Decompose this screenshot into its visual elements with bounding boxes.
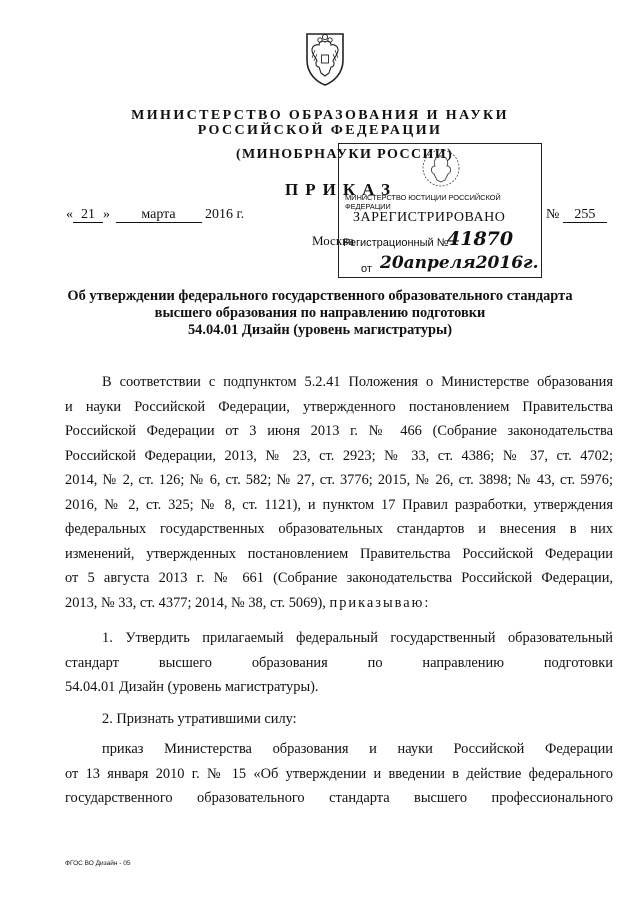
stamp-emblem-icon — [419, 146, 463, 190]
order-word: ПРИКАЗ — [285, 180, 397, 199]
preamble-line: Российской Федерации от 3 июня 2013 г. № 466 (Собрание законодательства — [65, 423, 613, 439]
order-year: 2016 г. — [205, 207, 245, 222]
order-month: марта — [116, 208, 202, 223]
item-2-paragraph — [65, 707, 613, 732]
item-1-line: стандарт высшего образования по направлению подготовки — [65, 654, 613, 671]
stamp-from-label: от — [361, 263, 372, 275]
repealed-order-line: государственного образовательного стандарта высшего профессионального — [65, 790, 613, 806]
item-1-line: 1. Утвердить прилагаемый федеральный государственный образовательный — [102, 630, 613, 646]
order-number — [546, 207, 607, 223]
preamble-line-text: 2013, № 33, ст. 4377; 2014, № 38, ст. 5069), — [65, 594, 326, 611]
item-1-line: 54.04.01 Дизайн (уровень магистратуры). — [65, 679, 319, 695]
preamble-line-last — [65, 591, 613, 616]
order-day: 21 — [73, 208, 103, 223]
order-city: Москва — [312, 233, 354, 248]
stamp-ministry: МИНИСТЕРСТВО ЮСТИЦИИ РОССИЙСКОЙ ФЕДЕРАЦИИ — [345, 193, 501, 211]
repealed-order-line: приказ Министерства образования и науки Российской Федерации — [102, 741, 613, 757]
preamble-line: и науки Российской Федерации, утвержденного постановлением Правительства — [65, 398, 613, 415]
item-1-paragraph — [65, 626, 613, 700]
preamble-line: изменений, утвержденных постановлением Правительства Российской Федерации — [65, 545, 613, 562]
preamble-line: 2016, № 2, ст. 325; № 8, ст. 1121), и пунктом 17 Правил разработки, утверждения — [65, 496, 613, 513]
date-quote-close: » — [103, 207, 110, 222]
order-number-label: № — [546, 207, 560, 222]
preamble-line: Российской Федерации, 2013, № 23, ст. 2923; № 33, ст. 4386; № 37, ст. 4702; — [65, 447, 613, 464]
stamp-regnum-label: Регистрационный № — [343, 237, 449, 249]
order-title — [0, 288, 640, 339]
registration-stamp — [338, 143, 542, 278]
order-date — [66, 207, 244, 223]
order-title-line1: Об утверждении федерального государственного образовательного стандарта — [67, 288, 573, 304]
order-directive: приказываю: — [329, 594, 431, 611]
date-quote-open: « — [66, 207, 73, 222]
repealed-order-line: от 13 января 2010 г. № 15 «Об утверждении и введении в действие федерального — [65, 765, 613, 782]
preamble-line: В соответствии с подпунктом 5.2.41 Положения о Министерстве образования — [102, 374, 613, 390]
stamp-regnum: 41870 — [447, 228, 514, 250]
ministry-name-line1: МИНИСТЕРСТВО ОБРАЗОВАНИЯ И НАУКИ — [131, 108, 509, 123]
order-title-line2: высшего образования по направлению подготовки — [154, 305, 486, 321]
order-title-line3: 54.04.01 Дизайн (уровень магистратуры) — [187, 322, 453, 338]
repealed-order-paragraph — [65, 737, 613, 811]
order-number-value: 255 — [563, 208, 607, 223]
preamble-paragraph — [65, 370, 613, 615]
stamp-date: 20апреля2016г. — [380, 253, 539, 273]
footer-code: ФГОС ВО Дизайн - 05 — [65, 860, 131, 867]
stamp-registered: ЗАРЕГИСТРИРОВАНО — [353, 210, 506, 225]
item-2-line: 2. Признать утратившими силу: — [102, 711, 297, 727]
preamble-line: федеральных государственных образовательных стандартов и внесения в них — [65, 521, 613, 537]
preamble-line: от 5 августа 2013 г. № 661 (Собрание законодательства Российской Федерации, — [65, 570, 613, 586]
coat-of-arms-emblem — [303, 30, 347, 86]
preamble-line: 2014, № 2, ст. 126; № 6, ст. 582; № 27, ст. 3776; 2015, № 26, ст. 3898; № 43, ст. 5976; — [65, 472, 613, 488]
ministry-name-line2: РОССИЙСКОЙ ФЕДЕРАЦИИ — [197, 123, 443, 138]
ministry-short-name: (МИНОБРНАУКИ РОССИИ) — [236, 147, 454, 162]
